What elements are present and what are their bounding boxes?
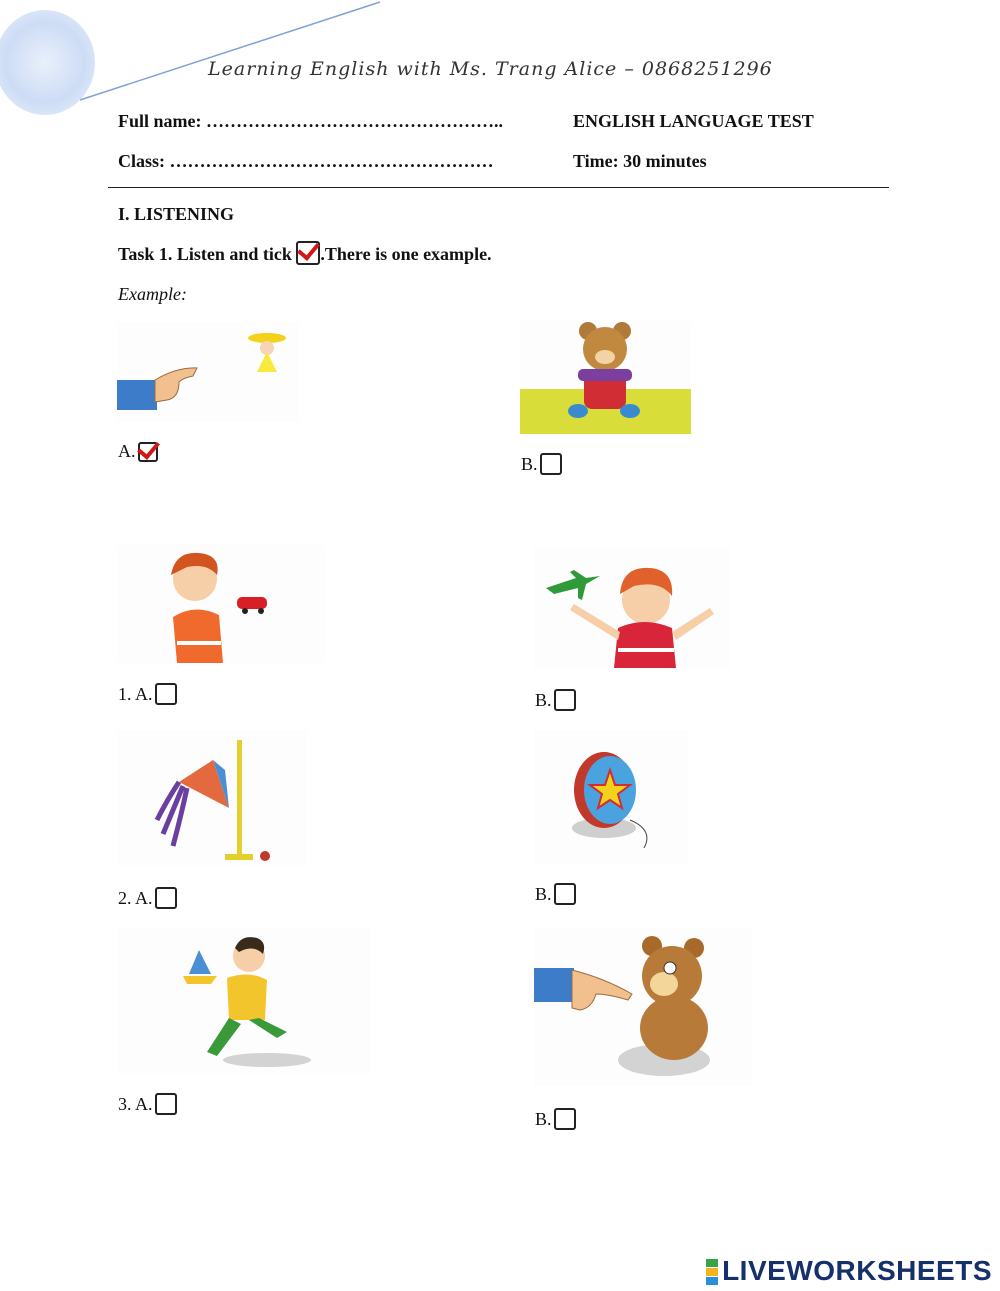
boy-toy-car-picture bbox=[117, 545, 325, 663]
checkbox[interactable] bbox=[155, 1093, 177, 1115]
section-title: I. LISTENING bbox=[118, 204, 235, 224]
example-label: Example: bbox=[118, 284, 187, 304]
checkbox[interactable] bbox=[155, 887, 177, 909]
full-name-field[interactable]: Full name: ………………………………………….. bbox=[118, 111, 503, 131]
q1-option-b bbox=[535, 688, 576, 711]
q2-option-a bbox=[118, 886, 177, 909]
option-label: 2. A. bbox=[118, 887, 153, 908]
option-label: B. bbox=[535, 689, 552, 710]
q3-option-a bbox=[118, 1092, 177, 1115]
option-label: B. bbox=[521, 453, 538, 474]
task-prefix: Task 1. Listen and tick bbox=[118, 244, 297, 265]
yo-yo-picture bbox=[534, 730, 688, 864]
header-title: Learning English with Ms. Trang Alice – 0868251296 bbox=[208, 58, 773, 80]
option-label: 3. A. bbox=[118, 1093, 153, 1114]
logo-blocks-icon bbox=[706, 1259, 718, 1286]
teddy-bear-picture bbox=[520, 321, 691, 434]
q2-option-b bbox=[535, 882, 576, 905]
test-title: ENGLISH LANGUAGE TEST bbox=[573, 111, 814, 131]
checkbox[interactable] bbox=[554, 689, 576, 711]
pointing-hand-bear-picture bbox=[534, 928, 752, 1086]
option-label: B. bbox=[535, 1108, 552, 1129]
q1-option-a bbox=[118, 682, 177, 705]
checkbox[interactable] bbox=[540, 453, 562, 475]
checkbox-checked[interactable] bbox=[138, 442, 158, 462]
pointing-hand-doll-picture bbox=[117, 322, 299, 422]
logo-text: LIVEWORKSHEETS bbox=[722, 1255, 992, 1286]
checkbox[interactable] bbox=[155, 683, 177, 705]
example-option-b bbox=[521, 452, 562, 475]
option-label: 1. A. bbox=[118, 683, 153, 704]
task-suffix: .There is one example. bbox=[320, 244, 492, 265]
kite-picture bbox=[117, 730, 307, 866]
checkbox[interactable] bbox=[554, 883, 576, 905]
test-time: Time: 30 minutes bbox=[573, 151, 707, 171]
example-option-a bbox=[118, 440, 158, 462]
q3-option-b bbox=[535, 1107, 576, 1130]
option-label: B. bbox=[535, 883, 552, 904]
liveworksheets-logo[interactable] bbox=[706, 1255, 992, 1287]
checkbox[interactable] bbox=[554, 1108, 576, 1130]
decorative-line bbox=[70, 0, 390, 110]
tick-symbol-icon bbox=[296, 241, 320, 265]
girl-toy-plane-picture bbox=[534, 548, 730, 668]
header-divider bbox=[108, 187, 889, 188]
boy-toy-boat-picture bbox=[117, 928, 371, 1074]
option-label: A. bbox=[118, 440, 136, 461]
task-instruction bbox=[118, 244, 492, 268]
class-field[interactable]: Class: ……………………………………………… bbox=[118, 151, 494, 171]
